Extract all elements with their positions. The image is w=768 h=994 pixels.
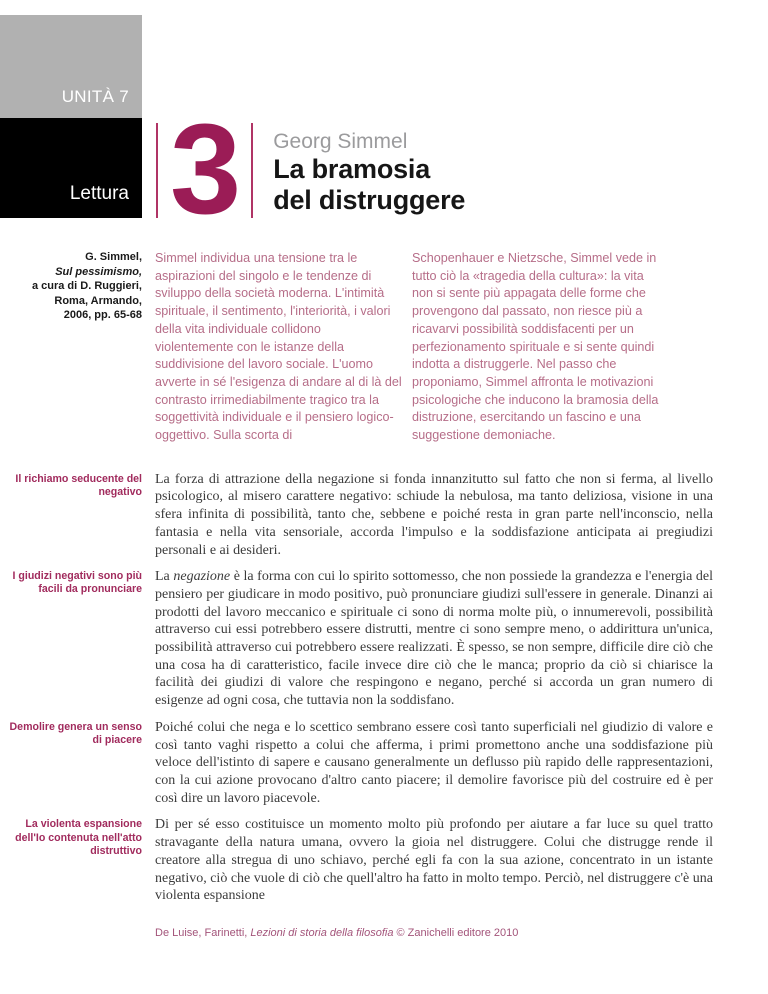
intro-columns (155, 250, 665, 445)
page-header (0, 15, 768, 241)
page-title (273, 154, 465, 216)
reading-number-block (156, 97, 253, 241)
lettura-label: Lettura (69, 183, 129, 204)
margin-label-2: I giudizi negativi sono più facili da pronunciare (12, 570, 142, 596)
intro-section (0, 250, 768, 445)
paragraph-section-1 (0, 471, 768, 569)
paragraph-4-text: Di per sé esso costituisce un momento molto più profondo per aiutare a far luce su quel tratto stravagante della natura umana, ovvero la gioia nel distruggere. Colui che distrugge rende il creatore alla stregua di uno schiavo, perché egli fa con la sua azione, concentrato in un istante negativo, ciò che vuole di ciò che quell'altro ha fatto in molto tempo. Perciò, nel distruggere c'è una violenta espansione (155, 817, 713, 904)
paragraph-section-3 (0, 719, 768, 817)
paragraph-2-italic-term: negazione (173, 569, 231, 585)
paragraph-2-rest: è la forma con cui lo spirito sottomesso, che non possiede la grandezza e l'energia del pensiero per giudicare in modo positivo, può pronunciare giudizi sull'essere in generale. Dinanzi ai prodotti del lavoro meccanico e spirituale ci sono di norma molte più, o innumerevoli, possibilità attraverso cui essi potrebbero essere distrutti, mentre ci sono sempre meno, o addirittura un'unica, possibilità attraverso cui potrebbero essere realizzati. È spesso, se non sempre, difficile dire ciò che una cosa ha di caratteristico, facile invece dire ciò che le manca; proprio da ciò si chiarisce la facilità dei giudizi di valore che respingono e negano, perché si accorda un gran numero di esigenze ad ogni cosa, che tuttavia non la soddisfano. (155, 569, 714, 709)
title-line-2: del distruggere (273, 185, 466, 215)
paragraph-3 (155, 719, 713, 808)
citation-line: G. Simmel, (85, 251, 142, 263)
author-name: Georg Simmel (273, 130, 408, 153)
header-banners (0, 15, 142, 218)
title-block (273, 130, 465, 218)
intro-columns-wrap (155, 250, 713, 445)
citation-line: Roma, Armando, (54, 294, 142, 307)
margin-label-3: Demolire genera un senso di piacere (9, 720, 142, 747)
title-line-1: La bramosia (273, 154, 431, 184)
lettura-banner (0, 118, 142, 218)
citation-line: 2006, pp. 65-68 (63, 309, 142, 321)
paragraph-section-4 (0, 816, 768, 914)
number-rule-right (251, 123, 253, 218)
reading-number: 3 (170, 97, 240, 241)
paragraph-2-text (155, 568, 713, 710)
paragraph-2-lead: La (155, 569, 174, 585)
intro-column-1: Simmel individua una tensione tra le aspirazioni del singolo e le tendenze di sviluppo della società moderna. L'intimità spirituale, il sentimento, l'interiorità, i valori della vita individuale collidono violentemente con le istanze della suddivisione del lavoro sociale. L'uomo avverte in sé l'esigenza di andare al di là del contrasto irrimediabilmente tragico tra la soggettività individuale e il pensiero logico-oggettivo. Sulla scorta di (155, 251, 402, 443)
intro-column-2: Schopenhauer e Nietzsche, Simmel vede in tutto ciò la «tragedia della cultura»: la vita non si sente più appagata delle forme che provengono dal passato, non riesce più a ricavarvi possibilità soddisfacenti per un perfezionamento spirituale e si sente quindi indotta a distruggerle. Nel passo che proponiamo, Simmel affronta le motivazioni psicologiche che inducono la bramosia della distruzione, esercitando un fascino e una suggestione demoniache. (412, 251, 659, 443)
footer-section (0, 926, 768, 940)
paragraph-section-2 (0, 568, 768, 719)
margin-label-1: Il richiamo seducente del negativo (15, 472, 142, 498)
footer-authors: De Luise, Farinetti, (155, 926, 251, 939)
footer-credit (155, 926, 713, 940)
margin-label-4: La violenta espansione dell'Io contenuta nell'atto distruttivo (15, 818, 142, 857)
paragraph-3-text: Poiché colui che nega e lo scettico sembrano essere così tanto superficiali nel giudizio di valore e così tanto vaghi rispetto a colui che afferma, i primi promettono anche una soddisfazione più veloce dell'istinto di sapere e causano generalmente un deflusso più rapido delle rappresentazioni, con la cui azione provocano d'altro canto piacere; il demolire favorisce più del costruire ed è per così dire un lavoro piacevole. (155, 719, 713, 806)
paragraph-2 (155, 568, 713, 710)
source-citation (0, 250, 142, 323)
footer-publisher: © Zanichelli editore 2010 (393, 926, 519, 939)
paragraph-1 (155, 471, 713, 560)
paragraph-4 (155, 816, 713, 905)
unit-label: UNITÀ 7 (61, 87, 129, 106)
footer-work-title: Lezioni di storia della filosofia (250, 926, 394, 939)
paragraph-1-text: La forza di attrazione della negazione si fonda innanzitutto sul fatto che non si ferma, al livello psicologico, al misero carattere negativo: schiude la nebulosa, ma tanto deliziosa, visione in una sfera infinita di possibilità, tanto che, sebbene e poiché resta in gran parte nell'inconscio, nella fantasia e nella vita sensoriale, accorda l'impulso e la soddisfazione anticipata ai pregiudizi personali e ai desideri. (155, 471, 713, 558)
citation-work-title: Sul pessimismo, (55, 265, 142, 278)
unit-banner (0, 15, 142, 118)
citation-line: a cura di D. Ruggieri, (31, 280, 142, 292)
